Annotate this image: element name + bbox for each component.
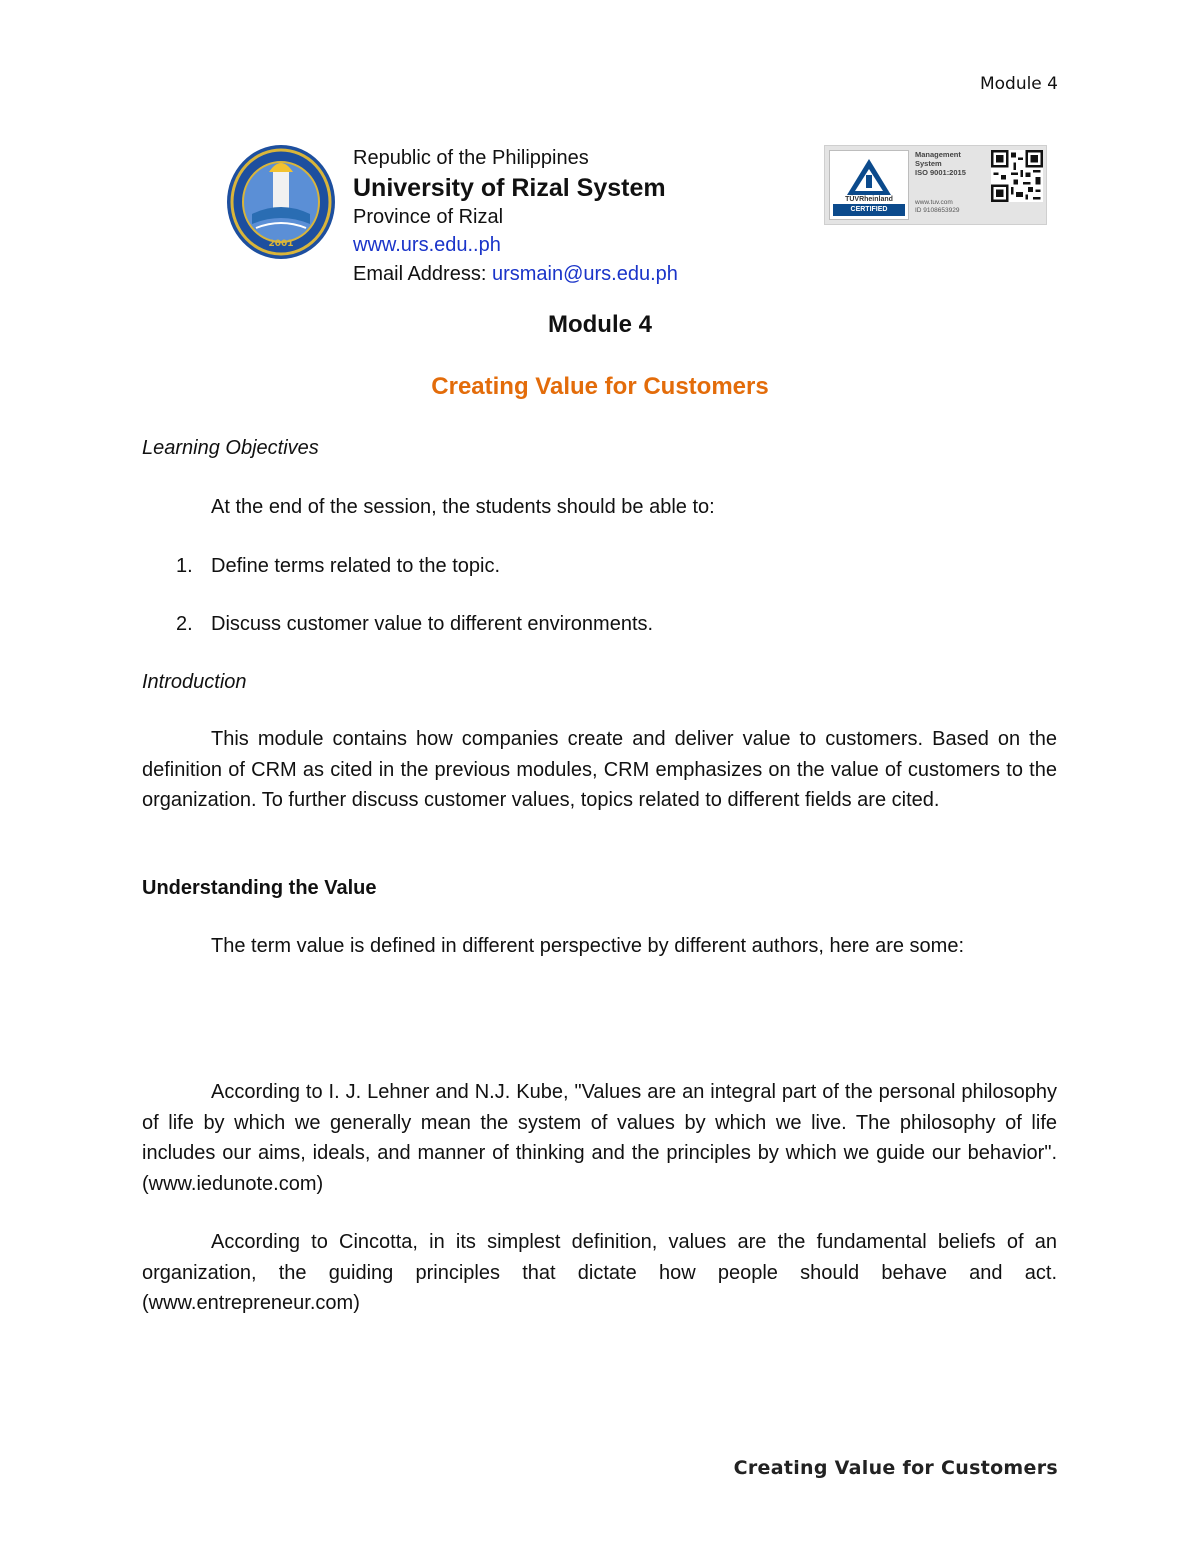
quote-cincotta: According to Cincotta, in its simplest definition, values are the fundamental beliefs of an organization, the guiding principles that dictate how people should behave and act. (www.entrepreneur.com) bbox=[142, 1231, 1057, 1314]
university-name: University of Rizal System bbox=[353, 173, 666, 202]
cert-line-management: Management bbox=[915, 150, 961, 159]
tuv-logo bbox=[829, 150, 909, 220]
website-link[interactable]: www.urs.edu..ph bbox=[353, 234, 501, 256]
cert-line-system: System bbox=[915, 159, 942, 168]
qr-code-icon bbox=[991, 150, 1043, 202]
objective-number: 2. bbox=[176, 613, 193, 635]
introduction-heading: Introduction bbox=[142, 671, 247, 693]
cert-ids bbox=[915, 199, 959, 215]
value-intro-paragraph: The term value is defined in different perspective by different authors, here are some: bbox=[211, 935, 965, 957]
cert-line-url: www.tuv.com bbox=[915, 199, 953, 206]
province-line: Province of Rizal bbox=[353, 205, 504, 228]
objective-item bbox=[176, 551, 500, 581]
quote-lehner-kube: According to I. J. Lehner and N.J. Kube, "Values are an integral part of the personal philosophy of life by which we generally mean the system of values by which we live. The philosophy of life includes our aims, ideals, and manner of thinking and the principles by which we guide our behavior". (www.iedunote.com) bbox=[142, 1081, 1057, 1195]
objective-item bbox=[176, 609, 653, 639]
email-label: Email Address: bbox=[353, 262, 492, 285]
introduction-paragraph: This module contains how companies create and deliver value to customers. Based on the definition of CRM as cited in the previous modules, CRM emphasizes on the value of customers to the organization. To further discuss customer values, topics related to different fields are cited. bbox=[142, 728, 1057, 811]
objectives-heading: Learning Objectives bbox=[142, 437, 319, 459]
seal-year: 2001 bbox=[268, 239, 294, 249]
email-link[interactable]: ursmain@urs.edu.ph bbox=[491, 262, 678, 285]
objective-number: 1. bbox=[176, 555, 193, 577]
cert-line-id: ID 9108653929 bbox=[915, 207, 960, 214]
email-line bbox=[353, 260, 678, 289]
value-heading: Understanding the Value bbox=[142, 877, 377, 899]
iso-certification-badge bbox=[824, 145, 1047, 225]
objective-text: Define terms related to the topic. bbox=[211, 555, 501, 577]
republic-line: Republic of the Philippines bbox=[353, 147, 589, 169]
module-title: Module 4 bbox=[547, 311, 652, 338]
cert-line-iso: ISO 9001:2015 bbox=[915, 168, 966, 177]
tuv-brand: TÜVRheinland bbox=[845, 196, 893, 203]
certified-label: CERTIFIED bbox=[833, 204, 905, 216]
tuv-triangle-icon bbox=[845, 157, 893, 197]
module-subtitle: Creating Value for Customers bbox=[431, 373, 769, 400]
university-seal-logo bbox=[224, 142, 339, 262]
letterhead bbox=[353, 144, 678, 288]
objective-text: Discuss customer value to different environments. bbox=[211, 613, 654, 635]
cert-description bbox=[915, 150, 966, 177]
page-header: Module 4 bbox=[979, 74, 1058, 94]
page-footer: Creating Value for Customers bbox=[733, 1457, 1058, 1479]
objectives-intro: At the end of the session, the students should be able to: bbox=[211, 496, 715, 518]
